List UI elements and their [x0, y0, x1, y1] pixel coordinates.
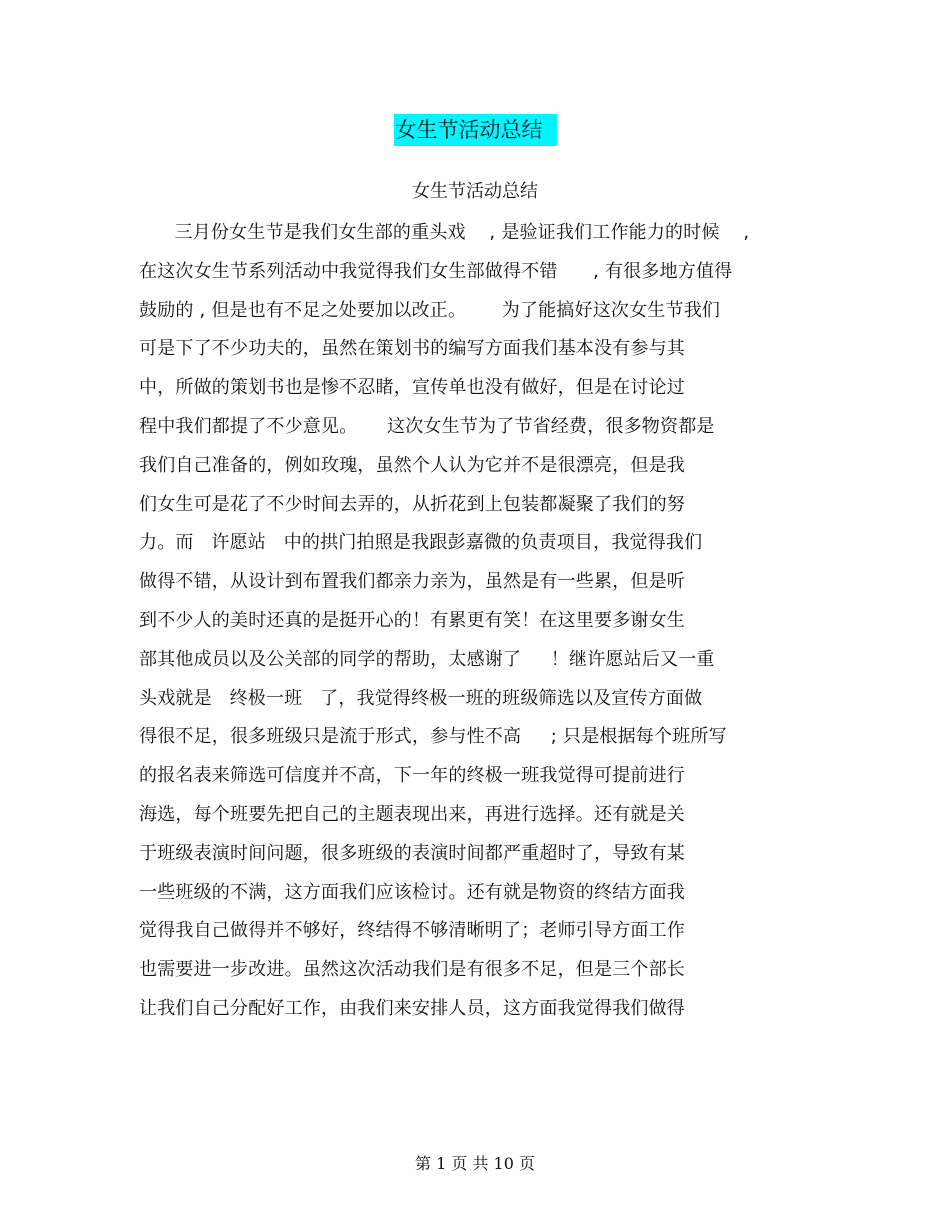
- body-text-line: 觉得我自己做得并不够好，终结得不够清晰明了；老师引导方面工作: [139, 920, 685, 942]
- body-text-line: 在这次女生节系列活动中我觉得我们女生部做得不错 , 有很多地方值得: [139, 260, 733, 282]
- body-text-line: 到不少人的美时还真的是挺开心的！有累更有笑！在这里要多谢女生: [139, 609, 685, 631]
- document-heading: 女生节活动总结: [394, 114, 557, 146]
- body-text-line: 可是下了不少功夫的，虽然在策划书的编写方面我们基本没有参与其: [139, 338, 685, 360]
- body-text-line: 头戏就是 终极一班 了，我觉得终极一班的班级筛选以及宣传方面做: [139, 687, 703, 709]
- page-number-footer: 第 1 页 共 10 页: [415, 1154, 535, 1173]
- body-text-line: 力。而 许愿站 中的拱门拍照是我跟彭嘉微的负责项目，我觉得我们: [139, 532, 703, 554]
- document-subtitle: 女生节活动总结: [412, 181, 538, 202]
- body-text-line: 程中我们都提了不少意见。 这次女生节为了节省经费，很多物资都是: [139, 415, 715, 437]
- body-text-line: 一些班级的不满，这方面我们应该检讨。还有就是物资的终结方面我: [139, 881, 685, 903]
- heading-container: [0, 114, 950, 146]
- body-text-line: 们女生可是花了不少时间去弄的，从折花到上包装都凝聚了我们的努: [139, 493, 685, 515]
- body-text-line: 做得不错，从设计到布置我们都亲力亲为，虽然是有一些累，但是听: [139, 571, 685, 593]
- body-text-line: 让我们自己分配好工作，由我们来安排人员，这方面我觉得我们做得: [139, 997, 685, 1019]
- body-text-line: 我们自己准备的，例如玫瑰，虽然个人认为它并不是很漂亮，但是我: [139, 454, 685, 476]
- document-body: [139, 218, 819, 1033]
- body-text-line: 中，所做的策划书也是惨不忍睹，宣传单也没有做好，但是在讨论过: [139, 377, 685, 399]
- body-text-line: 三月份女生节是我们女生部的重头戏 , 是验证我们工作能力的时候 ,: [139, 222, 750, 243]
- body-text-line: 海选，每个班要先把自己的主题表现出来，再进行选择。还有就是关: [139, 803, 685, 825]
- body-text-line: 得很不足，很多班级只是流于形式，参与性不高 ; 只是根据每个班所写: [139, 726, 727, 748]
- body-text-line: 的报名表来筛选可信度并不高，下一年的终极一班我觉得可提前进行: [139, 765, 685, 787]
- body-text-line: 也需要进一步改进。虽然这次活动我们是有很多不足，但是三个部长: [139, 959, 685, 981]
- body-text-line: 部其他成员以及公关部的同学的帮助，太感谢了 ！继许愿站后又一重: [139, 648, 715, 670]
- body-text-line: 于班级表演时间问题，很多班级的表演时间都严重超时了，导致有某: [139, 842, 685, 864]
- body-text-line: 鼓励的 , 但是也有不足之处要加以改正。 为了能搞好这次女生节我们: [139, 299, 721, 321]
